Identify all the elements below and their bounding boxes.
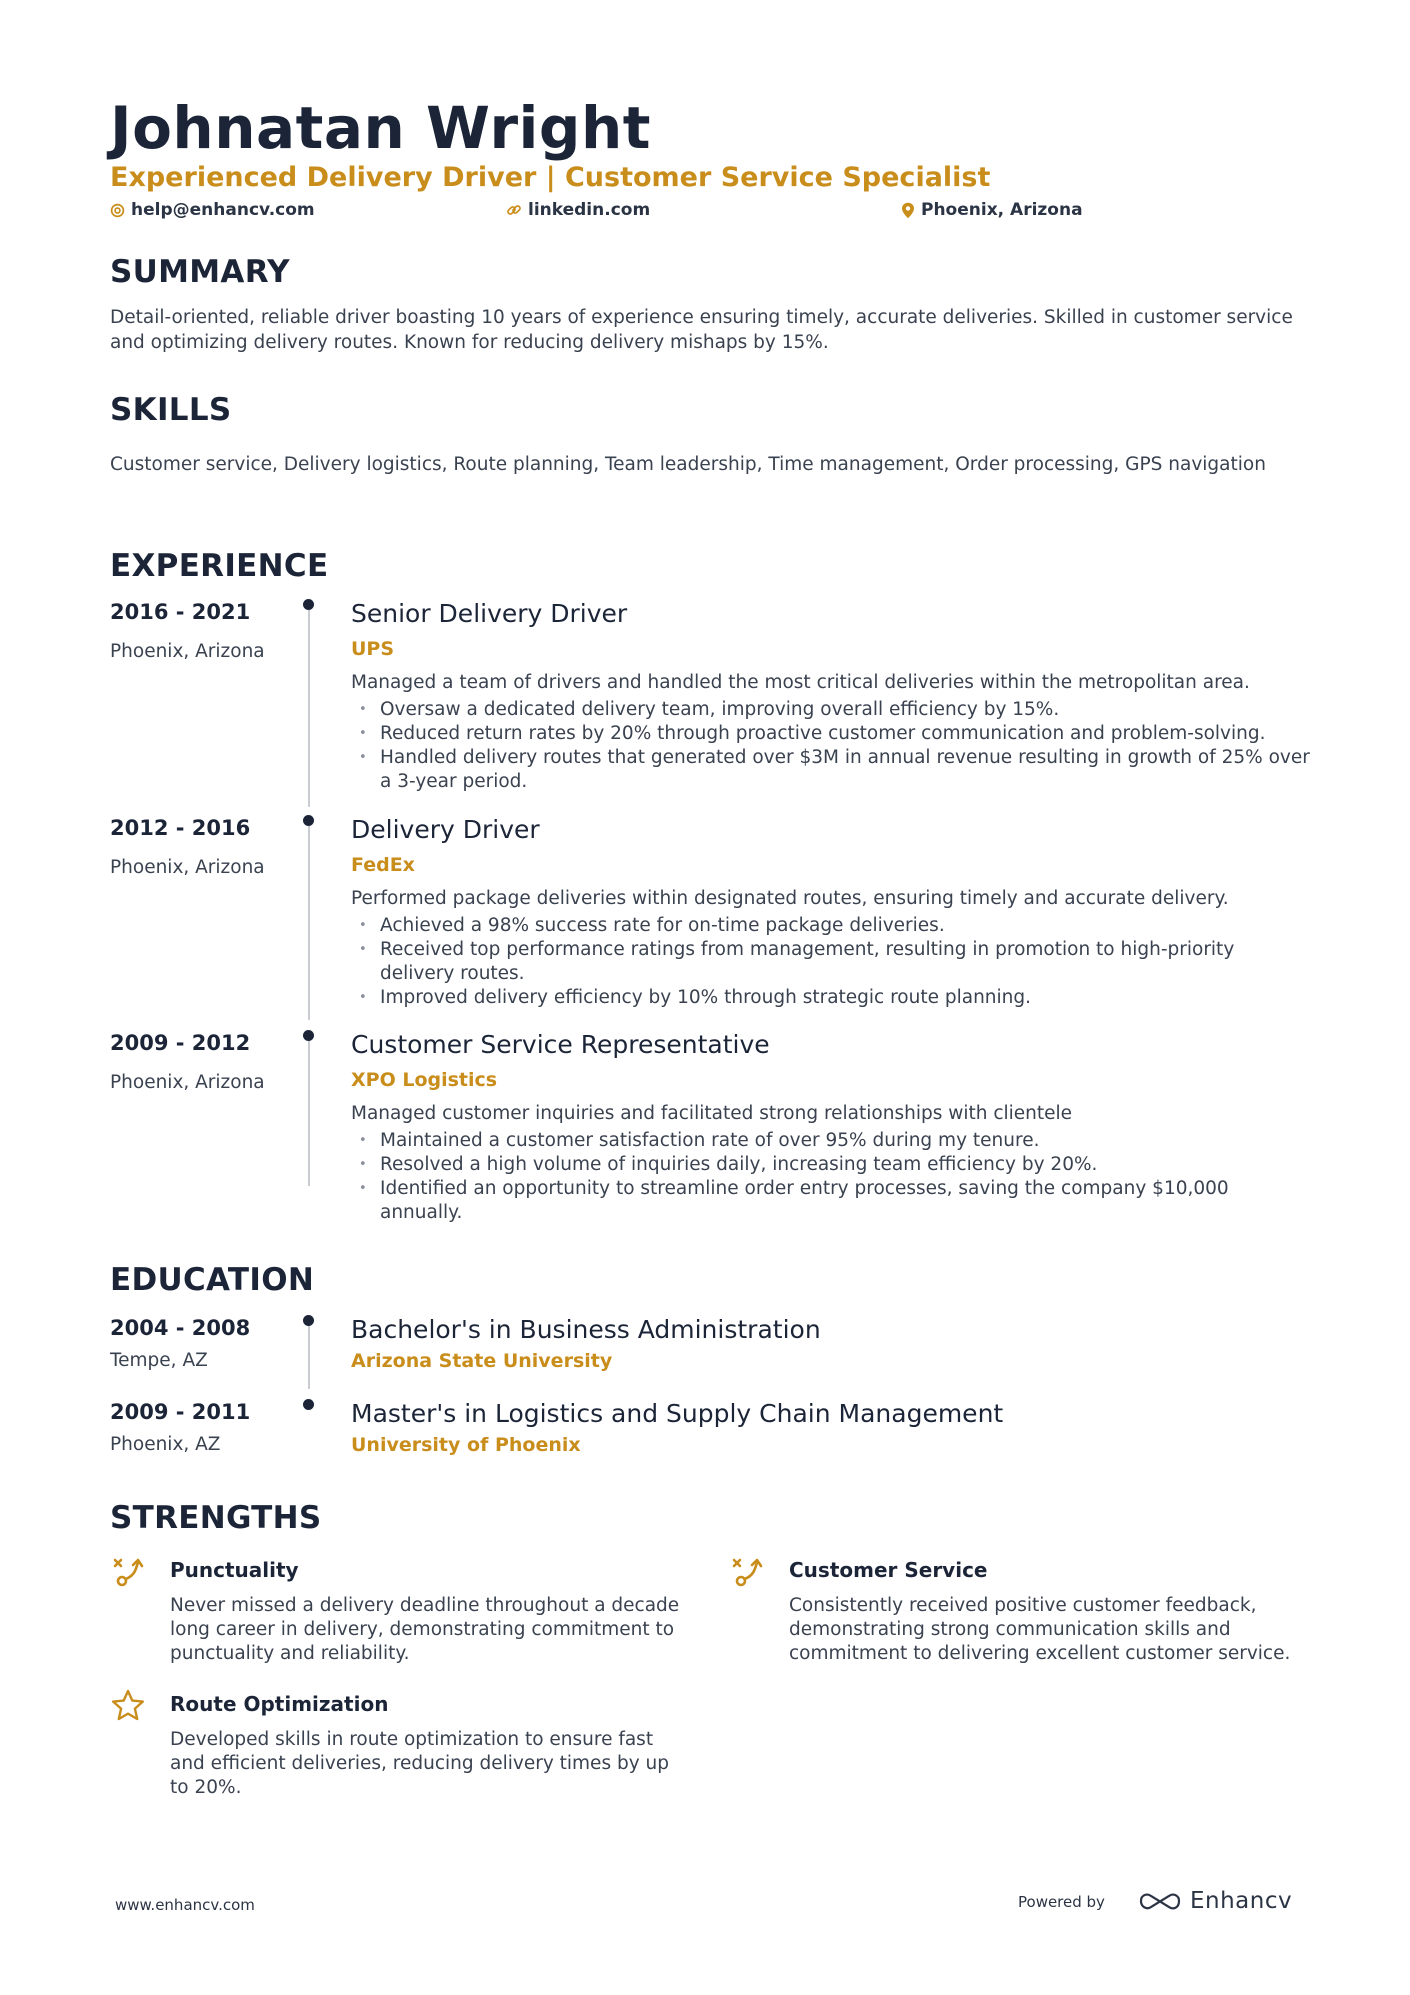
job-title: Senior Delivery Driver: [351, 599, 628, 628]
strength-title: Punctuality: [170, 1558, 299, 1582]
skills-heading: SKILLS: [110, 392, 232, 428]
timeline-dot: [303, 1315, 314, 1326]
timeline-line: [308, 1325, 310, 1389]
route-icon: [729, 1554, 765, 1590]
brand-name: Enhancv: [1190, 1888, 1293, 1914]
location-text: Phoenix, Arizona: [921, 200, 1083, 220]
education-degree: Bachelor's in Business Administration: [351, 1315, 821, 1344]
strengths-heading: STRENGTHS: [110, 1500, 322, 1536]
education-location: Tempe, AZ: [110, 1350, 208, 1371]
job-company: UPS: [351, 638, 395, 660]
education-dates: 2004 - 2008: [110, 1316, 251, 1340]
list-item: • Oversaw a dedicated delivery team, improving overall efficiency by 15%.: [351, 698, 1311, 722]
education-degree: Master's in Logistics and Supply Chain Management: [351, 1399, 1004, 1428]
education-heading: EDUCATION: [110, 1262, 315, 1298]
skills-text: Customer service, Delivery logistics, Route planning, Team leadership, Time management, Order processing, GPS navigation: [110, 454, 1266, 475]
job-company: XPO Logistics: [351, 1069, 498, 1091]
footer-website-link[interactable]: www.enhancv.com: [115, 1896, 255, 1914]
contact-linkedin[interactable]: [506, 200, 650, 220]
powered-by-label: Powered by: [1018, 1893, 1105, 1911]
job-dates: 2009 - 2012: [110, 1031, 251, 1055]
strength-description: Consistently received positive customer feedback, demonstrating strong communication skills and commitment to delivering excellent customer service.: [789, 1595, 1291, 1664]
list-item: • Identified an opportunity to streamline order entry processes, saving the company $10,000 annually.: [351, 1177, 1311, 1225]
experience-heading: EXPERIENCE: [110, 548, 329, 584]
education-dates: 2009 - 2011: [110, 1400, 251, 1424]
job-location: Phoenix, Arizona: [110, 1072, 265, 1093]
star-icon: [110, 1688, 146, 1724]
summary-text: Detail-oriented, reliable driver boasting 10 years of experience ensuring timely, accurate deliveries. Skilled in customer service and optimizing delivery routes. Known for reducing delivery mishaps by 15%.: [110, 307, 1293, 353]
job-title: Customer Service Representative: [351, 1030, 770, 1059]
candidate-name: Johnatan Wright: [110, 94, 651, 162]
route-icon: [110, 1554, 146, 1590]
timeline-dot: [303, 1030, 314, 1041]
location-pin-icon: [901, 202, 915, 219]
timeline-line: [308, 609, 310, 807]
list-item: • Achieved a 98% success rate for on-time package deliveries.: [351, 914, 1311, 938]
job-bullets: [351, 914, 1311, 1010]
list-item: • Maintained a customer satisfaction rate of over 95% during my tenure.: [351, 1129, 1311, 1153]
timeline-dot: [303, 1399, 314, 1410]
timeline-line: [308, 1040, 310, 1186]
email-text: help@enhancv.com: [131, 200, 315, 220]
summary-heading: SUMMARY: [110, 254, 290, 290]
list-item: • Resolved a high volume of inquiries daily, increasing team efficiency by 20%.: [351, 1153, 1311, 1177]
job-location: Phoenix, Arizona: [110, 641, 265, 662]
education-location: Phoenix, AZ: [110, 1434, 221, 1455]
list-item: • Reduced return rates by 20% through proactive customer communication and problem-solving.: [351, 722, 1311, 746]
education-school: University of Phoenix: [351, 1434, 581, 1456]
contact-email[interactable]: [110, 200, 315, 220]
job-description: Managed a team of drivers and handled the most critical deliveries within the metropolitan area.: [351, 672, 1250, 693]
job-bullets: [351, 698, 1311, 794]
job-description: Performed package deliveries within designated routes, ensuring timely and accurate delivery.: [351, 888, 1229, 909]
candidate-headline: Experienced Delivery Driver | Customer Service Specialist: [110, 162, 991, 193]
at-icon: [110, 203, 125, 218]
enhancv-logo[interactable]: [1138, 1888, 1292, 1914]
list-item: • Received top performance ratings from management, resulting in promotion to high-priority delivery routes.: [351, 938, 1311, 986]
strength-description: Developed skills in route optimization to ensure fast and efficient deliveries, reducing delivery times by up to 20%.: [170, 1729, 670, 1798]
job-description: Managed customer inquiries and facilitated strong relationships with clientele: [351, 1103, 1073, 1124]
list-item: • Handled delivery routes that generated over $3M in annual revenue resulting in growth of 25% over a 3-year period.: [351, 746, 1311, 794]
job-dates: 2016 - 2021: [110, 600, 251, 624]
timeline-dot: [303, 815, 314, 826]
strength-title: Route Optimization: [170, 1692, 389, 1716]
strength-title: Customer Service: [789, 1558, 988, 1582]
job-company: FedEx: [351, 854, 415, 876]
timeline-line: [308, 825, 310, 1020]
education-school: Arizona State University: [351, 1350, 613, 1372]
enhancv-logo-icon: [1138, 1890, 1182, 1912]
link-icon: [506, 202, 522, 218]
job-bullets: [351, 1129, 1311, 1225]
job-title: Delivery Driver: [351, 815, 540, 844]
job-dates: 2012 - 2016: [110, 816, 251, 840]
list-item: • Improved delivery efficiency by 10% through strategic route planning.: [351, 986, 1311, 1010]
contact-location: [901, 200, 1083, 220]
job-location: Phoenix, Arizona: [110, 857, 265, 878]
linkedin-text: linkedin.com: [528, 200, 651, 220]
timeline-dot: [303, 599, 314, 610]
strength-description: Never missed a delivery deadline throughout a decade long career in delivery, demonstrating commitment to punctuality and reliability.: [170, 1595, 680, 1664]
